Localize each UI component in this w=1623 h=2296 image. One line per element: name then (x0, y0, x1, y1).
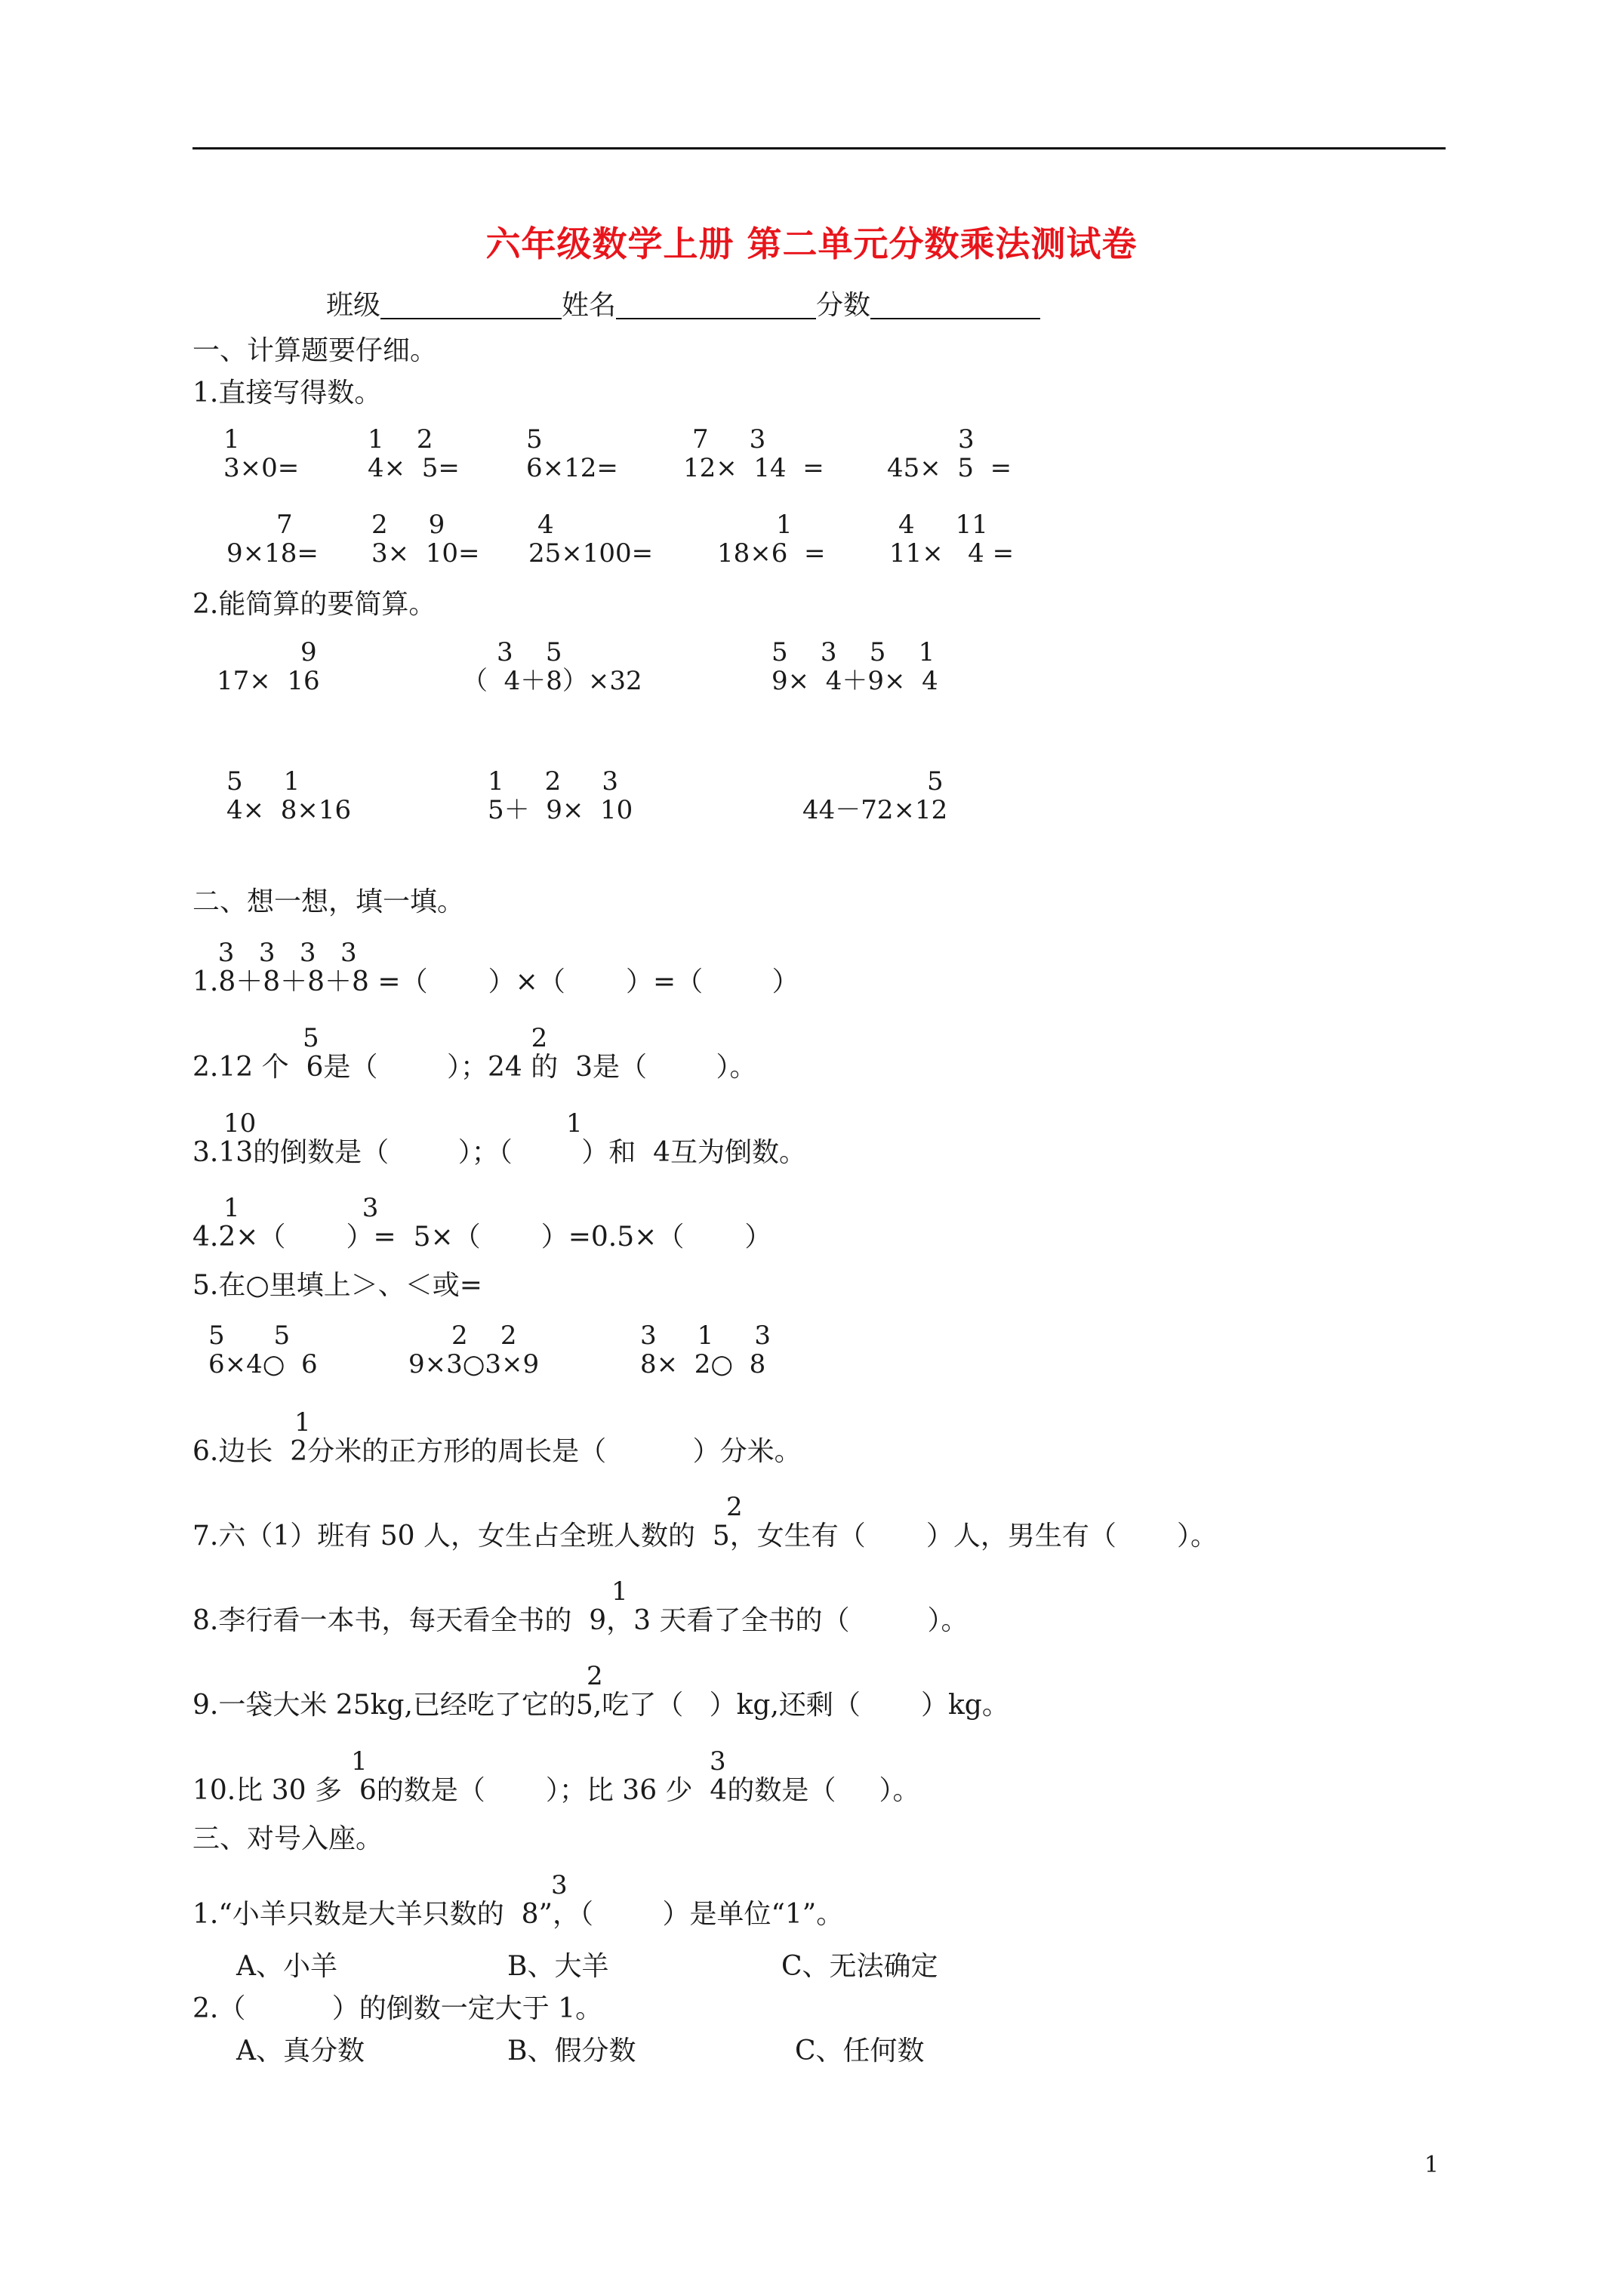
q1-r2-expr: 18×6 = (717, 538, 826, 569)
s2-q5-text: 5.在○里填上＞、＜或= (192, 1270, 482, 1301)
section-2-heading: 二、想一想，填一填。 (192, 886, 465, 917)
s2-q6-text: 6.边长 2分米的正方形的周长是（ ）分米。 (192, 1436, 802, 1467)
s2-q8-text: 8.李行看一本书，每天看全书的 9，3 天看了全书的（ ）。 (192, 1605, 969, 1636)
q1-r2-num: 4 (537, 510, 554, 540)
section-3-heading: 三、对号入座。 (192, 1823, 383, 1854)
s3-q1-option-a: A、小羊 (236, 1951, 337, 1982)
q2-r2-num: 5 1 (226, 766, 300, 797)
s2-q10-num-b: 3 (710, 1746, 726, 1777)
s2-q3-num: 10 1 (223, 1108, 583, 1139)
s2-q2-num: 5 2 (303, 1023, 548, 1053)
s3-q2-option-a: A、真分数 (236, 2036, 365, 2066)
s3-q1-text: 1.“小羊只数是大羊只数的 8”，（ ）是单位“1”。 (192, 1899, 844, 1930)
q2-r2-expr: 5＋ 9× 10 (488, 795, 633, 825)
s2-q1-text: 1.8＋8＋8＋8 =（ ）×（ ）=（ ） (192, 966, 799, 997)
q1-r2-num: 1 (776, 510, 793, 540)
s3-q1-option-c: C、无法确定 (781, 1951, 938, 1982)
q1-r1-num: 1 (223, 424, 240, 455)
q2-heading: 2.能简算的要简算。 (192, 589, 436, 620)
s2-q9-num: 2 (587, 1661, 603, 1691)
section-1-heading: 一、计算题要仔细。 (192, 335, 438, 366)
s2-q3-text: 3.13的倒数是（ ）；（ ）和 4互为倒数。 (192, 1137, 807, 1168)
s2-q2-text: 2.12 个 6是（ ）；24 的 3是（ ）。 (192, 1052, 757, 1083)
q2-r1-expr: 17× 16 (217, 666, 320, 696)
class-label: 班级 (326, 290, 381, 321)
q1-r2-expr: 25×100= (528, 538, 654, 569)
s2-q6-num: 1 (294, 1407, 311, 1438)
s2-q9-text: 9.一袋大米 25kg,已经吃了它的5,吃了（ ）kg,还剩（ ）kg。 (192, 1690, 1009, 1721)
q2-r2-expr: 44－72×12 (802, 795, 948, 825)
s2-q4-text: 4.2×（ ）= 5×（ ）=0.5×（ ） (192, 1222, 772, 1253)
q1-r1-num: 1 2 (368, 424, 433, 455)
q1-r2-num: 2 9 (371, 510, 445, 540)
s2-q1-num: 3 3 3 3 (210, 938, 357, 968)
score-field[interactable] (870, 291, 1040, 319)
s2-q5-expr: 9×3○3×9 (408, 1349, 540, 1379)
q1-heading: 1.直接写得数。 (192, 378, 382, 408)
q2-r1-expr: （ 4＋8）×32 (462, 666, 642, 696)
s2-q10-num-a: 1 (351, 1746, 368, 1777)
s3-q1-option-b: B、大羊 (507, 1951, 609, 1982)
q2-r1-num: 3 5 (497, 637, 562, 667)
s3-q2-option-b: B、假分数 (507, 2036, 636, 2066)
s2-q8-num: 1 (611, 1576, 628, 1607)
q2-r1-num: 5 3 5 1 (771, 637, 935, 667)
s2-q10-text: 10.比 30 多 6的数是（ ）；比 36 少 4的数是（ ）。 (192, 1775, 920, 1806)
s2-q4-num: 1 3 (223, 1193, 379, 1223)
name-label: 姓名 (562, 290, 617, 321)
header-rule (192, 147, 1446, 149)
q1-r1-num: 5 (526, 424, 543, 455)
q2-r1-num: 9 (300, 637, 317, 667)
q1-r2-expr: 3× 10= (371, 538, 480, 569)
page-number: 1 (1424, 2152, 1439, 2178)
q2-r1-expr: 9× 4＋9× 4 (771, 666, 938, 696)
q1-r2-expr: 9×18= (226, 538, 319, 569)
q1-r1-expr: 6×12= (526, 453, 618, 483)
s2-q7-num: 2 (726, 1492, 743, 1522)
s3-q2-text: 2.（ ）的倒数一定大于 1。 (192, 1993, 603, 2024)
class-field[interactable] (380, 291, 562, 319)
student-info-line (326, 291, 1040, 319)
q2-r2-expr: 4× 8×16 (226, 795, 352, 825)
s2-q5-expr: 8× 2○ 8 (640, 1349, 766, 1379)
q1-r2-expr: 11× 4 = (889, 538, 1015, 569)
q1-r1-expr: 45× 5 = (887, 453, 1012, 483)
s2-q5-num: 5 5 (208, 1321, 291, 1351)
s2-q5-num: 3 1 3 (640, 1321, 771, 1351)
q1-r2-num: 7 (276, 510, 293, 540)
q2-r2-num: 5 (927, 766, 944, 797)
q1-r1-num: 3 (958, 424, 975, 455)
s2-q5-expr: 6×4○ 6 (208, 1349, 318, 1379)
q1-r2-num: 4 11 (898, 510, 988, 540)
q1-r1-expr: 12× 14 = (683, 453, 824, 483)
q1-r1-expr: 3×0= (223, 453, 300, 483)
s3-q1-num: 3 (551, 1870, 568, 1900)
q2-r2-num: 1 2 3 (488, 766, 618, 797)
s2-q7-text: 7.六（1）班有 50 人，女生占全班人数的 5，女生有（ ）人，男生有（ ）。 (192, 1521, 1218, 1552)
s2-q5-num: 2 2 (451, 1321, 517, 1351)
score-label: 分数 (816, 290, 871, 321)
q1-r1-expr: 4× 5= (368, 453, 460, 483)
name-field[interactable] (616, 291, 816, 319)
q1-r1-num: 7 3 (692, 424, 766, 455)
s3-q2-option-c: C、任何数 (795, 2036, 925, 2066)
page-title: 六年级数学上册 第二单元分数乘法测试卷 (485, 223, 1138, 264)
